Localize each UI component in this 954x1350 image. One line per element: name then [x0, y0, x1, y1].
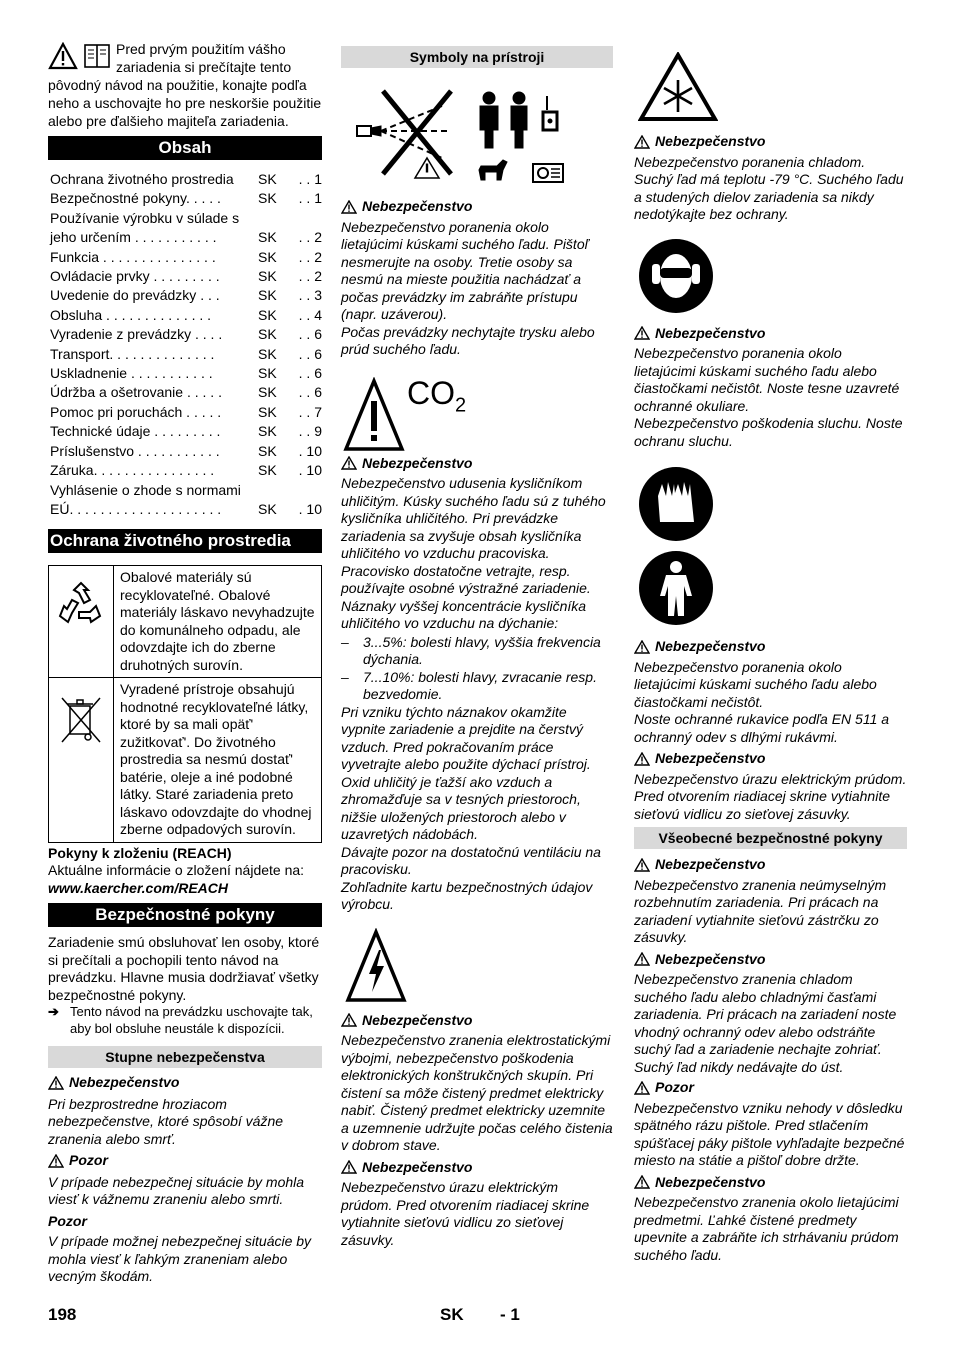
toc-row[interactable]: [48, 461, 322, 480]
recycle-icon-cell: [49, 566, 114, 678]
safety-heading: Bezpečnostné pokyny: [48, 903, 322, 927]
toc-row[interactable]: [48, 383, 322, 402]
toc-entry-page: . . 3: [298, 287, 322, 304]
toc-entry-lang: SK: [258, 287, 277, 304]
warning-triangle-icon: [341, 1013, 357, 1027]
symbol-danger-2-text4: Dávajte pozor na dostatočnú ventiláciu na pracovisku.: [341, 843, 601, 877]
symbol-danger-2-text2: Pri vzniku týchto náznakov okamžite vypnite zariadenie a prejdite na čerstvý vzduch. Pred pokračovaním práce vyvetrajte alebo použite dýchací prístroj.: [341, 703, 591, 772]
toc-entry-title: Vyradenie z prevádzky . . . .: [50, 326, 223, 343]
toc-entry-lang: SK: [258, 190, 277, 207]
safety-note-text: Tento návod na prevádzku uschovajte tak, aby bol obsluhe neustále k dispozícii.: [70, 1004, 313, 1036]
general-danger-1-title: Nebezpečenstvo: [634, 856, 907, 874]
cold-hazard-warning-icon: [638, 52, 718, 122]
device-symbols-icon: [347, 86, 567, 186]
warning-triangle-icon: [341, 200, 357, 214]
general-caution-text: Nebezpečenstvo vzniku nehody v dôsledku spätného rázu pištole. Pred stlačením spúšťacej páky pištole vyhľadajte bezpečné miesto na státie a pištoľ dobre držte.: [634, 1099, 905, 1168]
toc-entry-page: . . 9: [298, 423, 322, 440]
intro-text: Pred prvým použitím vášho zariadenia si prečítajte tento pôvodný návod na použitie, konajte podľa neho a uschovajte ho pre neskoršie použitie alebo pre ďalšieho majiteľa zariadenia.: [48, 41, 322, 129]
toc-entry-lang: SK: [258, 248, 277, 265]
warning-triangle-icon: [634, 1175, 650, 1189]
toc-entry-lang: SK: [258, 384, 277, 401]
warning-triangle-icon: [634, 1081, 650, 1095]
right-danger-2-text2: Nebezpečenstvo poškodenia sluchu. Noste ochranu sluchu.: [634, 415, 903, 449]
table-row: [49, 678, 322, 843]
toc-entry-title: Funkcia . . . . . . . . . . . . . . .: [50, 248, 216, 265]
toc-row[interactable]: [48, 481, 322, 520]
environment-table: [48, 565, 322, 843]
level-caution-text: V prípade možnej nebezpečnej situácie by mohla viesť k ľahkým zraneniam alebo vecným škodám.: [48, 1233, 312, 1285]
environment-heading: Ochrana životného prostredia: [48, 529, 322, 553]
toc-entry-page: . . 2: [298, 248, 322, 265]
intro-block: [48, 40, 322, 130]
toc-entry-title: Ochrana životného prostredia: [50, 171, 234, 187]
toc-entry-title: Pomoc pri poruchách . . . . .: [50, 403, 222, 420]
toc-entry-lang: SK: [258, 403, 277, 420]
right-danger-4-title: Nebezpečenstvo: [634, 750, 907, 768]
level-warning-text: V prípade nebezpečnej situácie by mohla viesť k vážnemu zraneniu alebo smrti.: [48, 1173, 305, 1208]
general-caution-title: Pozor: [634, 1079, 907, 1097]
toc-entry-page: . . 4: [298, 306, 322, 323]
toc-entry-lang: SK: [258, 229, 277, 246]
toc-row[interactable]: [48, 403, 322, 422]
right-danger-1-text: Nebezpečenstvo poranenia chladom. Suchý ľad má teplotu -79 °C. Suchého ľadu a studených dielov zariadenia sa nikdy nedotýkajte bez ochrany.: [634, 153, 904, 222]
symbol-danger-2-text: Nebezpečenstvo udusenia kysličníkom uhličitým. Kúsky suchého ľadu sú z tuhého kysličníka uhličitého. Pri prevádzke zariadenia sa zvyšuje obsah kysličníka uhličitého vo vzduchu pracoviska. Pracovisko dostatočne vetrajte, resp. používajte osobné výstražné zariadenie. Náznaky vyššej koncentrácie kysličníka uhličitého vo vzduchu na dýchanie:: [341, 475, 606, 631]
manual-book-icon: [82, 42, 112, 70]
warning-triangle-icon: [634, 326, 650, 340]
toc-entry-title: Ovládacie prvky . . . . . . . . .: [50, 268, 220, 285]
toc-entry-page: . . 1: [298, 190, 322, 207]
warning-triangle-icon: [634, 135, 650, 149]
recycle-text: Obalové materiály sú recyklovateľné. Obalové materiály láskavo nevyhadzujte do komunálneho odpadu, ale odovzdajte ich do zberne druhotných surovín.: [114, 566, 322, 678]
toc-entry-lang: SK: [258, 306, 277, 323]
level-caution-title: Pozor: [48, 1212, 87, 1229]
right-danger-2-title: Nebezpečenstvo: [634, 325, 907, 343]
general-danger-3-text: Nebezpečenstvo zranenia okolo lietajúcimi predmetmi. Ľahké čistené predmety upevnite a zabráňte ich strhávaniu prúdom suchého ľadu.: [634, 1194, 899, 1263]
symbol-danger-1-text2: Počas prevádzky nechytajte trysku alebo prúd suchého ľadu.: [341, 323, 595, 357]
toc-entry-page: . 10: [298, 462, 322, 479]
toc-heading: Obsah: [48, 136, 322, 160]
table-row: [49, 566, 322, 678]
toc-row[interactable]: [48, 325, 322, 344]
level-warning-title: Pozor: [48, 1152, 322, 1170]
general-danger-2-title: Nebezpečenstvo: [634, 951, 907, 969]
protective-suit-icon: [638, 550, 714, 626]
toc-entry-page: . 10: [298, 500, 322, 517]
toc-entry-title: Záruka. . . . . . . . . . . . . . . .: [50, 462, 215, 479]
toc-entry-title: Uskladnenie . . . . . . . . . . .: [50, 365, 213, 382]
reach-text: Aktuálne informácie o zložení nájdete na:: [48, 862, 305, 879]
toc-entry-page: . . 1: [298, 171, 322, 187]
toc-entry-lang: SK: [258, 423, 277, 440]
toc-entry-lang: SK: [258, 500, 277, 517]
list-item: – 3...5%: bolesti hlavy, vyššia frekvencia dýchania.: [341, 634, 613, 669]
toc-entry-title: Príslušenstvo . . . . . . . . . . .: [50, 442, 220, 459]
symbols-heading: Symboly na prístroji: [341, 46, 613, 68]
toc-entry-title: Používanie výrobku v súlade s jeho určením . . . . . . . . . . .: [50, 209, 240, 246]
toc-entry-title: Údržba a ošetrovanie . . . . .: [50, 384, 222, 401]
right-danger-3-title: Nebezpečenstvo: [634, 638, 907, 656]
goggles-ear-protection-icon: [638, 238, 714, 314]
toc-entry-page: . . 6: [298, 384, 322, 401]
warning-triangle-icon: [341, 1160, 357, 1174]
toc-row[interactable]: [48, 422, 322, 441]
toc-entry-lang: SK: [258, 326, 277, 343]
warning-triangle-icon: [48, 1076, 64, 1090]
warning-triangle-icon: [48, 42, 78, 70]
toc-entry-title: Transport. . . . . . . . . . . . . .: [50, 345, 215, 362]
toc-entry-page: . . 7: [298, 403, 322, 420]
page-number: 198: [48, 1305, 77, 1324]
toc-entry-lang: SK: [258, 365, 277, 382]
column-left: [48, 40, 322, 1286]
levels-heading: Stupne nebezpečenstva: [48, 1046, 322, 1068]
symbol-danger-1-title: Nebezpečenstvo: [341, 198, 613, 216]
toc-entry-page: . . 6: [298, 326, 322, 343]
language-code: SK: [440, 1305, 464, 1324]
intro-icons: [48, 42, 114, 72]
toc-row[interactable]: [48, 189, 322, 208]
toc-entry-page: . . 6: [298, 345, 322, 362]
toc-entry-lang: SK: [258, 171, 277, 187]
safety-note: [48, 1004, 322, 1037]
table-of-contents: [48, 170, 322, 519]
toc-entry-title: Uvedenie do prevádzky . . .: [50, 287, 220, 304]
general-safety-heading: Všeobecné bezpečnostné pokyny: [634, 827, 907, 849]
toc-entry-title: Technické údaje . . . . . . . . .: [50, 423, 221, 440]
arrow-icon: ➔: [48, 1004, 59, 1020]
toc-row[interactable]: [48, 267, 322, 286]
level-danger-title: Nebezpečenstvo: [48, 1074, 322, 1092]
safety-text: Zariadenie smú obsluhovať len osoby, ktoré si prečítali a pochopili tento návod na prevádzku. Hlavne musia dodržiavať všetky bezpečnostné pokyny.: [48, 934, 320, 1003]
column-right: [634, 52, 907, 1264]
right-danger-3-text: Nebezpečenstvo poranenia okolo lietajúcimi kúskami suchého ľadu alebo čiastočkami nečistôt.: [634, 658, 877, 710]
toc-entry-page: . . 2: [298, 268, 322, 285]
weee-icon-cell: [49, 678, 114, 843]
general-danger-1-text: Nebezpečenstvo zranenia neúmyselným rozbehnutím zariadenia. Pri prácach na zariadení vytiahnite sieťovú zástrčku zo zásuvky.: [634, 876, 887, 945]
toc-entry-title: Vyhlásenie o zhode s normami EÚ. . . . . . . . . . . . . . . . . . . .: [50, 481, 241, 517]
toc-row[interactable]: [48, 170, 322, 189]
toc-row[interactable]: [48, 306, 322, 325]
toc-entry-page: . . 2: [298, 229, 322, 246]
symbol-danger-3-text: Nebezpečenstvo zranenia elektrostatickými výbojmi, nebezpečenstvo poškodenia elektronických konštrukčných skupín. Pri čistení sa môže čistený predmet elektricky nabiť. Čistený predmet elektricky uzemnite a uzemnenie udržujte počas celého čistenia v dobrom stave.: [341, 1032, 613, 1153]
warning-triangle-icon: [341, 456, 357, 470]
toc-entry-title: Obsluha . . . . . . . . . . . . . .: [50, 306, 212, 323]
list-item: – 7...10%: bolesti hlavy, zvracanie resp. bezvedomie.: [341, 669, 613, 704]
weee-text: Vyradené prístroje obsahujú hodnotné recyklovateľné látky, ktoré by sa mali opäť' zužitkovať'. Do životného prostredia sa nesmú dostať' batérie, oleje a iné podobné látky. Staré zariadenia preto láskavo odovzdajte do vhodnej zberne odpadových surovín.: [114, 678, 322, 843]
co2-warning-symbol: [341, 375, 613, 455]
warning-triangle-icon: [634, 952, 650, 966]
electric-shock-warning-icon: [345, 928, 407, 1004]
reach-title: Pokyny k zloženiu (REACH): [48, 844, 232, 861]
level-danger-text: Pri bezprostredne hroziacom nebezpečenstve, ktoré spôsobí vážne zranenia alebo smrť.: [48, 1095, 284, 1147]
column-middle: [341, 46, 613, 1249]
warning-triangle-icon: [634, 858, 650, 872]
toc-row[interactable]: [48, 345, 322, 364]
symbol-danger-4-text: Nebezpečenstvo úrazu elektrickým prúdom. Pred otvorením riadiacej skrine vytiahnite sieťovú vidlicu zo sieťovej zásuvky.: [341, 1179, 590, 1248]
co2-symptoms-list: [341, 634, 613, 704]
warning-triangle-icon: [634, 752, 650, 766]
recycle-icon: [54, 578, 108, 632]
warning-triangle-icon: [48, 1154, 64, 1168]
symbol-danger-2-text3: Oxid uhličitý je ťažší ako vzduch a zhromažďuje sa v tesných priestoroch, nižšie uložených priestoroch alebo v uzavretých nádobách.: [341, 773, 581, 842]
right-danger-2-text: Nebezpečenstvo poranenia okolo lietajúcimi kúskami suchého ľadu alebo čiastočkami nečistôt. Noste tesne uzavreté ochranné okuliare.: [634, 345, 900, 414]
warning-triangle-icon: [343, 377, 405, 453]
toc-entry-page: . . 6: [298, 365, 322, 382]
protective-gloves-icon: [638, 466, 714, 542]
symbol-danger-2-title: Nebezpečenstvo: [341, 455, 613, 473]
toc-row[interactable]: [48, 364, 322, 383]
sub-page-number: - 1: [500, 1305, 520, 1324]
toc-entry-page: . 10: [298, 442, 322, 459]
toc-entry-lang: SK: [258, 268, 277, 285]
toc-entry-lang: SK: [258, 462, 277, 479]
reach-url[interactable]: www.kaercher.com/REACH: [48, 879, 228, 896]
symbol-danger-4-title: Nebezpečenstvo: [341, 1159, 613, 1177]
symbol-danger-1-text: Nebezpečenstvo poranenia okolo lietajúcimi kúskami suchého ľadu. Pištoľ nesmerujte na osoby. Tretie osoby sa nesmú na mieste použitia nachádzať a počas prevádzky im zabráňte prístupu (napr. uzáverou).: [341, 218, 589, 322]
toc-row[interactable]: [48, 286, 322, 305]
toc-entry-lang: SK: [258, 345, 277, 362]
right-danger-1-title: Nebezpečenstvo: [634, 133, 907, 151]
toc-entry-title: Bezpečnostné pokyny. . . . .: [50, 190, 221, 207]
general-danger-3-title: Nebezpečenstvo: [634, 1174, 907, 1192]
right-danger-3-text2: Noste ochranné rukavice podľa EN 511 a ochranný odev s dlhými rukávmi.: [634, 711, 890, 745]
toc-row[interactable]: [48, 442, 322, 461]
toc-entry-lang: SK: [258, 442, 277, 459]
toc-row[interactable]: [48, 248, 322, 267]
toc-row[interactable]: [48, 209, 322, 248]
warning-triangle-icon: [634, 640, 650, 654]
general-danger-2-text: Nebezpečenstvo zranenia chladom suchého ľadu alebo chladnými časťami zariadenia. Pri prácach na zariadení noste vhodný ochranný odev alebo odstráňte suchý ľad a zariadenie nechajte zohriať.: [634, 971, 897, 1057]
right-danger-4-text: Nebezpečenstvo úrazu elektrickým prúdom. Pred otvorením riadiacej skrine vytiahnite sieťovú vidlicu zo sieťovej zásuvky.: [634, 770, 907, 822]
general-danger-2-text2: Suchý ľad nikdy nedávajte do úst.: [634, 1058, 844, 1075]
symbol-danger-2-text5: Zohľadnite kartu bezpečnostných údajov výrobcu.: [341, 878, 593, 912]
co2-label: $CO_2$: [407, 374, 467, 416]
symbol-danger-3-title: Nebezpečenstvo: [341, 1012, 613, 1030]
crossed-bin-icon: [58, 690, 104, 750]
